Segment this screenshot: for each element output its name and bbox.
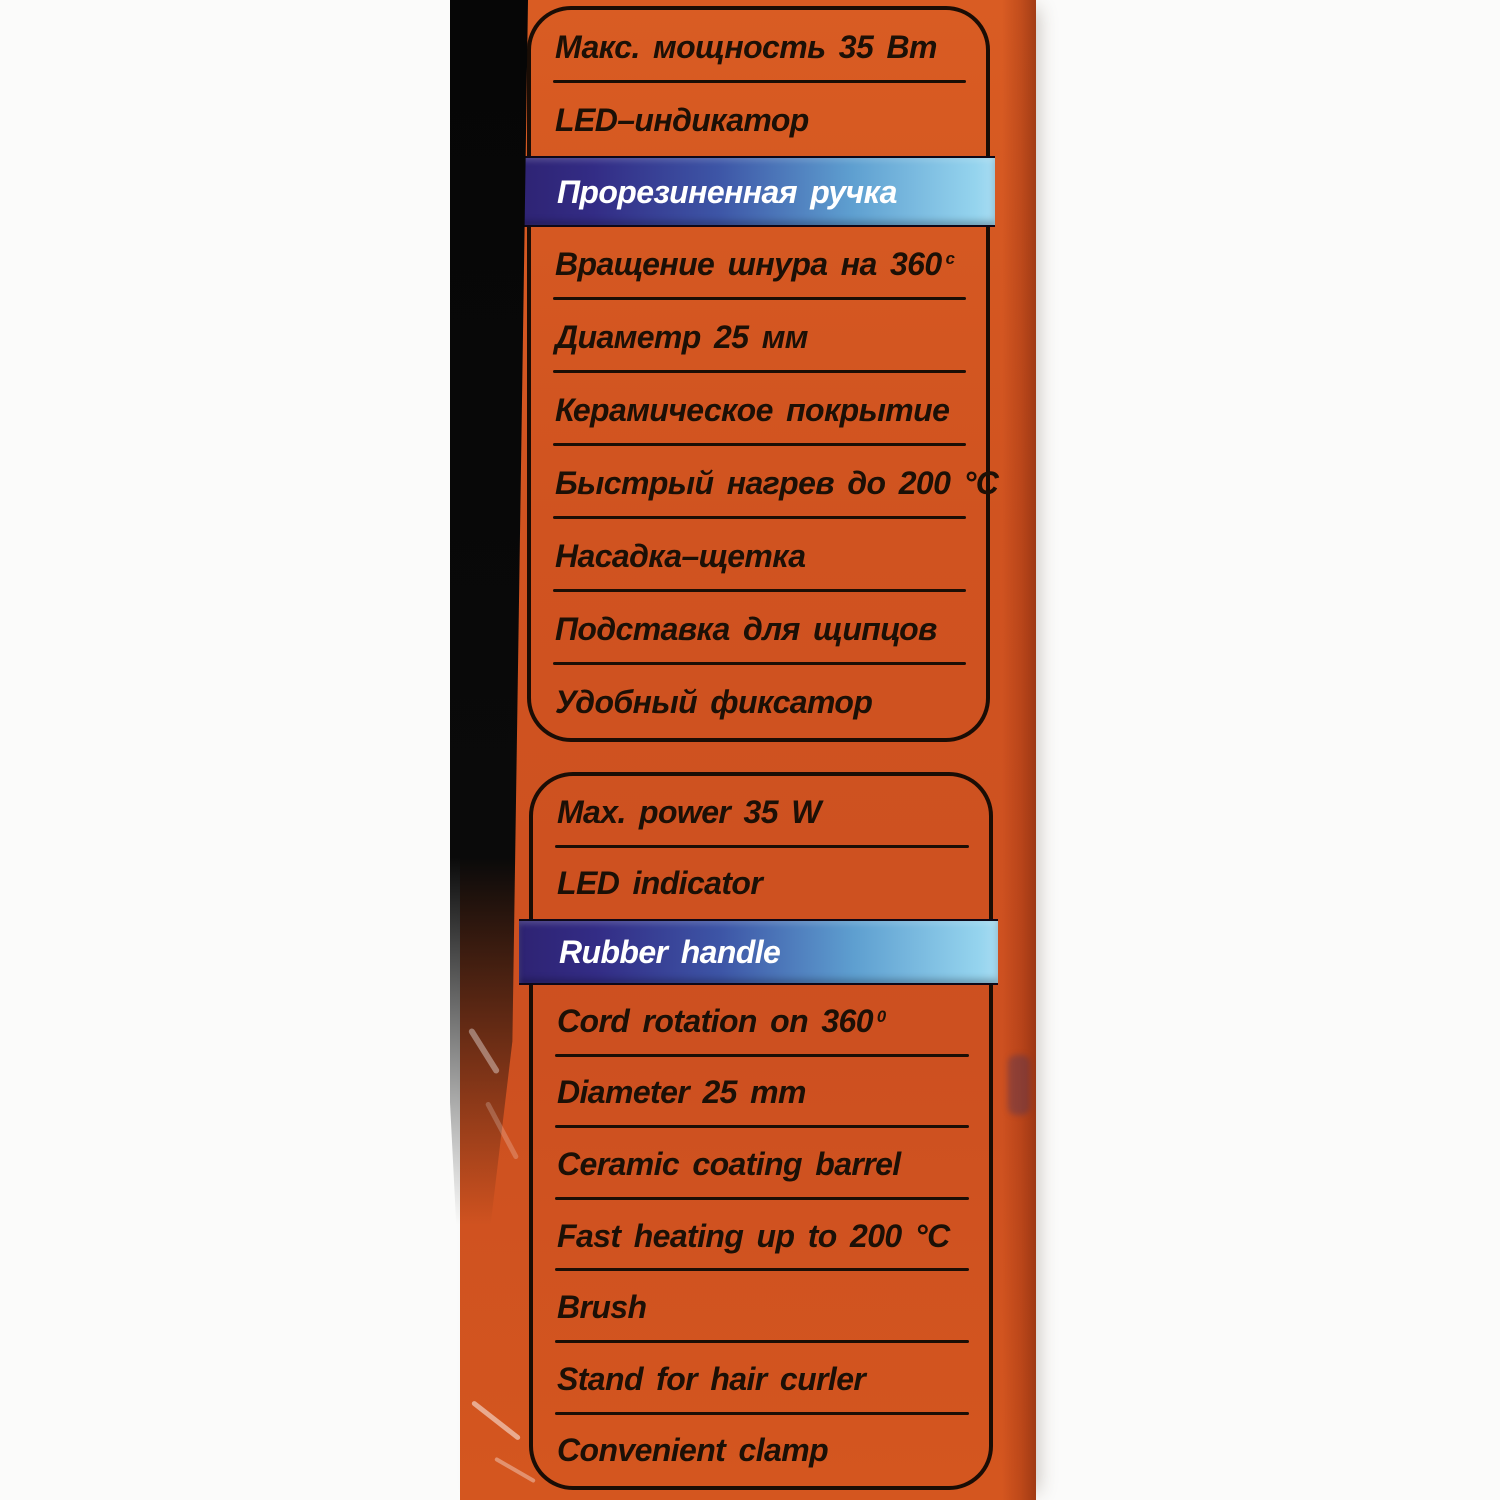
feature-label: Rubber handle — [559, 934, 781, 971]
box-fold-edge — [1002, 0, 1036, 1500]
feature-label: Stand for hair curler — [557, 1360, 866, 1397]
degree-superscript: 0 — [876, 1006, 887, 1026]
feature-row — [533, 985, 989, 1057]
feature-row — [533, 776, 989, 848]
degree-superscript: c — [945, 249, 955, 269]
feature-row — [533, 1271, 989, 1343]
feature-label: Прорезиненная ручка — [557, 173, 897, 210]
feature-row — [533, 1343, 989, 1415]
feature-row — [531, 373, 986, 446]
feature-label: Fast heating up to 200 °C — [557, 1217, 950, 1254]
feature-row — [531, 446, 999, 519]
feature-row — [533, 848, 989, 920]
feature-row — [531, 665, 986, 738]
box-edge-smudge — [1008, 1055, 1030, 1115]
feature-label: LED indicator — [557, 865, 763, 902]
feature-table-english — [529, 772, 993, 1490]
feature-table-russian — [527, 6, 999, 742]
feature-label: Brush — [557, 1289, 647, 1326]
feature-label: Max. power 35 W — [557, 793, 821, 830]
feature-label: Cord rotation on 360 0 — [557, 1002, 887, 1039]
feature-label: Convenient clamp — [557, 1432, 829, 1469]
feature-row-highlight — [517, 156, 995, 227]
feature-label: Вращение шнура на 360 c — [555, 245, 955, 282]
feature-label: Быстрый нагрев до 200 °C — [555, 464, 999, 501]
feature-row — [531, 519, 986, 592]
feature-row — [533, 1128, 989, 1200]
feature-label: Ceramic coating barrel — [557, 1146, 901, 1183]
feature-label: Diameter 25 mm — [557, 1074, 806, 1111]
feature-row — [533, 1057, 989, 1129]
feature-label: Насадка–щетка — [555, 537, 806, 574]
feature-label: LED–индикатор — [555, 101, 809, 138]
feature-row — [531, 83, 986, 156]
feature-label: Подставка для щипцов — [555, 610, 937, 647]
feature-row-highlight — [519, 919, 998, 985]
feature-label: Керамическое покрытие — [555, 391, 950, 428]
feature-row — [531, 300, 986, 373]
feature-row — [533, 1200, 989, 1272]
feature-row — [531, 10, 986, 83]
feature-label: Макс. мощность 35 Вт — [555, 28, 937, 65]
feature-label: Диаметр 25 мм — [555, 318, 808, 355]
feature-row — [533, 1415, 989, 1487]
feature-row — [531, 592, 986, 665]
feature-label: Удобный фиксатор — [555, 683, 873, 720]
feature-row — [531, 227, 986, 300]
